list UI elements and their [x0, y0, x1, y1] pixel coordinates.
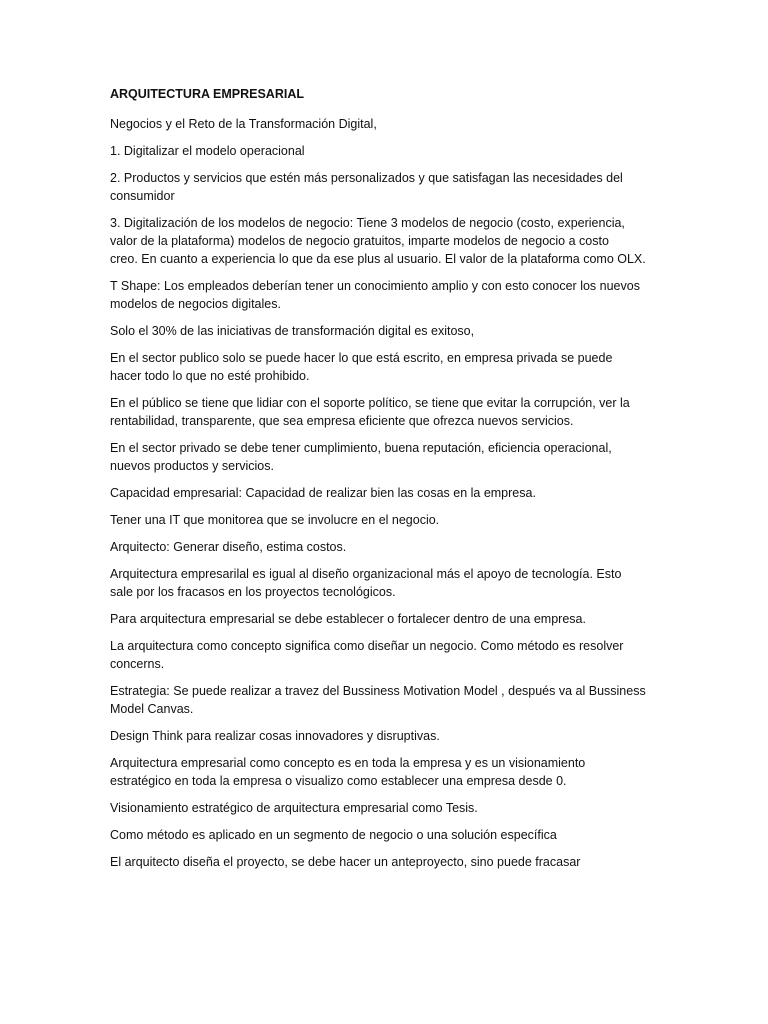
paragraph: Tener una IT que monitorea que se involucre en el negocio.	[110, 513, 440, 527]
paragraph: Visionamiento estratégico de arquitectura empresarial como Tesis.	[110, 801, 478, 815]
paragraph: Arquitectura empresarial como concepto es en toda la empresa y es un visionamiento estratégico en toda la empresa o visualizo como establecer una empresa desde 0.	[110, 756, 586, 788]
paragraph: La arquitectura como concepto significa como diseñar un negocio. Como método es resolver concerns.	[110, 639, 624, 671]
paragraph: En el sector privado se debe tener cumplimiento, buena reputación, eficiencia operacional, nuevos productos y servicios.	[110, 441, 612, 473]
paragraph: El arquitecto diseña el proyecto, se debe hacer un anteproyecto, sino puede fracasar	[110, 855, 581, 869]
paragraph: 2. Productos y servicios que estén más personalizados y que satisfagan las necesidades del consumidor	[110, 171, 623, 203]
paragraph: Como método es aplicado en un segmento de negocio o una solución específica	[110, 828, 557, 842]
paragraph: 3. Digitalización de los modelos de negocio: Tiene 3 modelos de negocio (costo, experiencia, valor de la plataforma) modelos de negocio gratuitos, imparte modelos de negocio a costo creo. En cuanto a experiencia lo que da ese plus al usuario. El valor de la plataforma como OLX.	[110, 216, 646, 266]
paragraph: Negocios y el Reto de la Transformación Digital,	[110, 117, 377, 131]
paragraph: Arquitecto: Generar diseño, estima costos.	[110, 540, 347, 554]
paragraph: En el sector publico solo se puede hacer lo que está escrito, en empresa privada se puede hacer todo lo que no esté prohibido.	[110, 351, 613, 383]
paragraph-list	[110, 115, 670, 871]
paragraph: Design Think para realizar cosas innovadores y disruptivas.	[110, 729, 440, 743]
document-title: ARQUITECTURA EMPRESARIAL	[110, 87, 304, 101]
paragraph: T Shape: Los empleados deberían tener un conocimiento amplio y con esto conocer los nuevos modelos de negocios digitales.	[110, 279, 640, 311]
paragraph: En el público se tiene que lidiar con el soporte político, se tiene que evitar la corrupción, ver la rentabilidad, transparente, que sea empresa eficiente que ofrezca nuevos servicios.	[110, 396, 630, 428]
paragraph: 1. Digitalizar el modelo operacional	[110, 144, 305, 158]
paragraph: Arquitectura empresarilal es igual al diseño organizacional más el apoyo de tecnología. Esto sale por los fracasos en los proyectos tecnológicos.	[110, 567, 622, 599]
paragraph: Para arquitectura empresarial se debe establecer o fortalecer dentro de una empresa.	[110, 612, 586, 626]
paragraph: Estrategia: Se puede realizar a travez del Bussiness Motivation Model , después va al Bussiness Model Canvas.	[110, 684, 646, 716]
paragraph: Solo el 30% de las iniciativas de transformación digital es exitoso,	[110, 324, 475, 338]
document-body	[110, 86, 670, 880]
paragraph: Capacidad empresarial: Capacidad de realizar bien las cosas en la empresa.	[110, 486, 536, 500]
